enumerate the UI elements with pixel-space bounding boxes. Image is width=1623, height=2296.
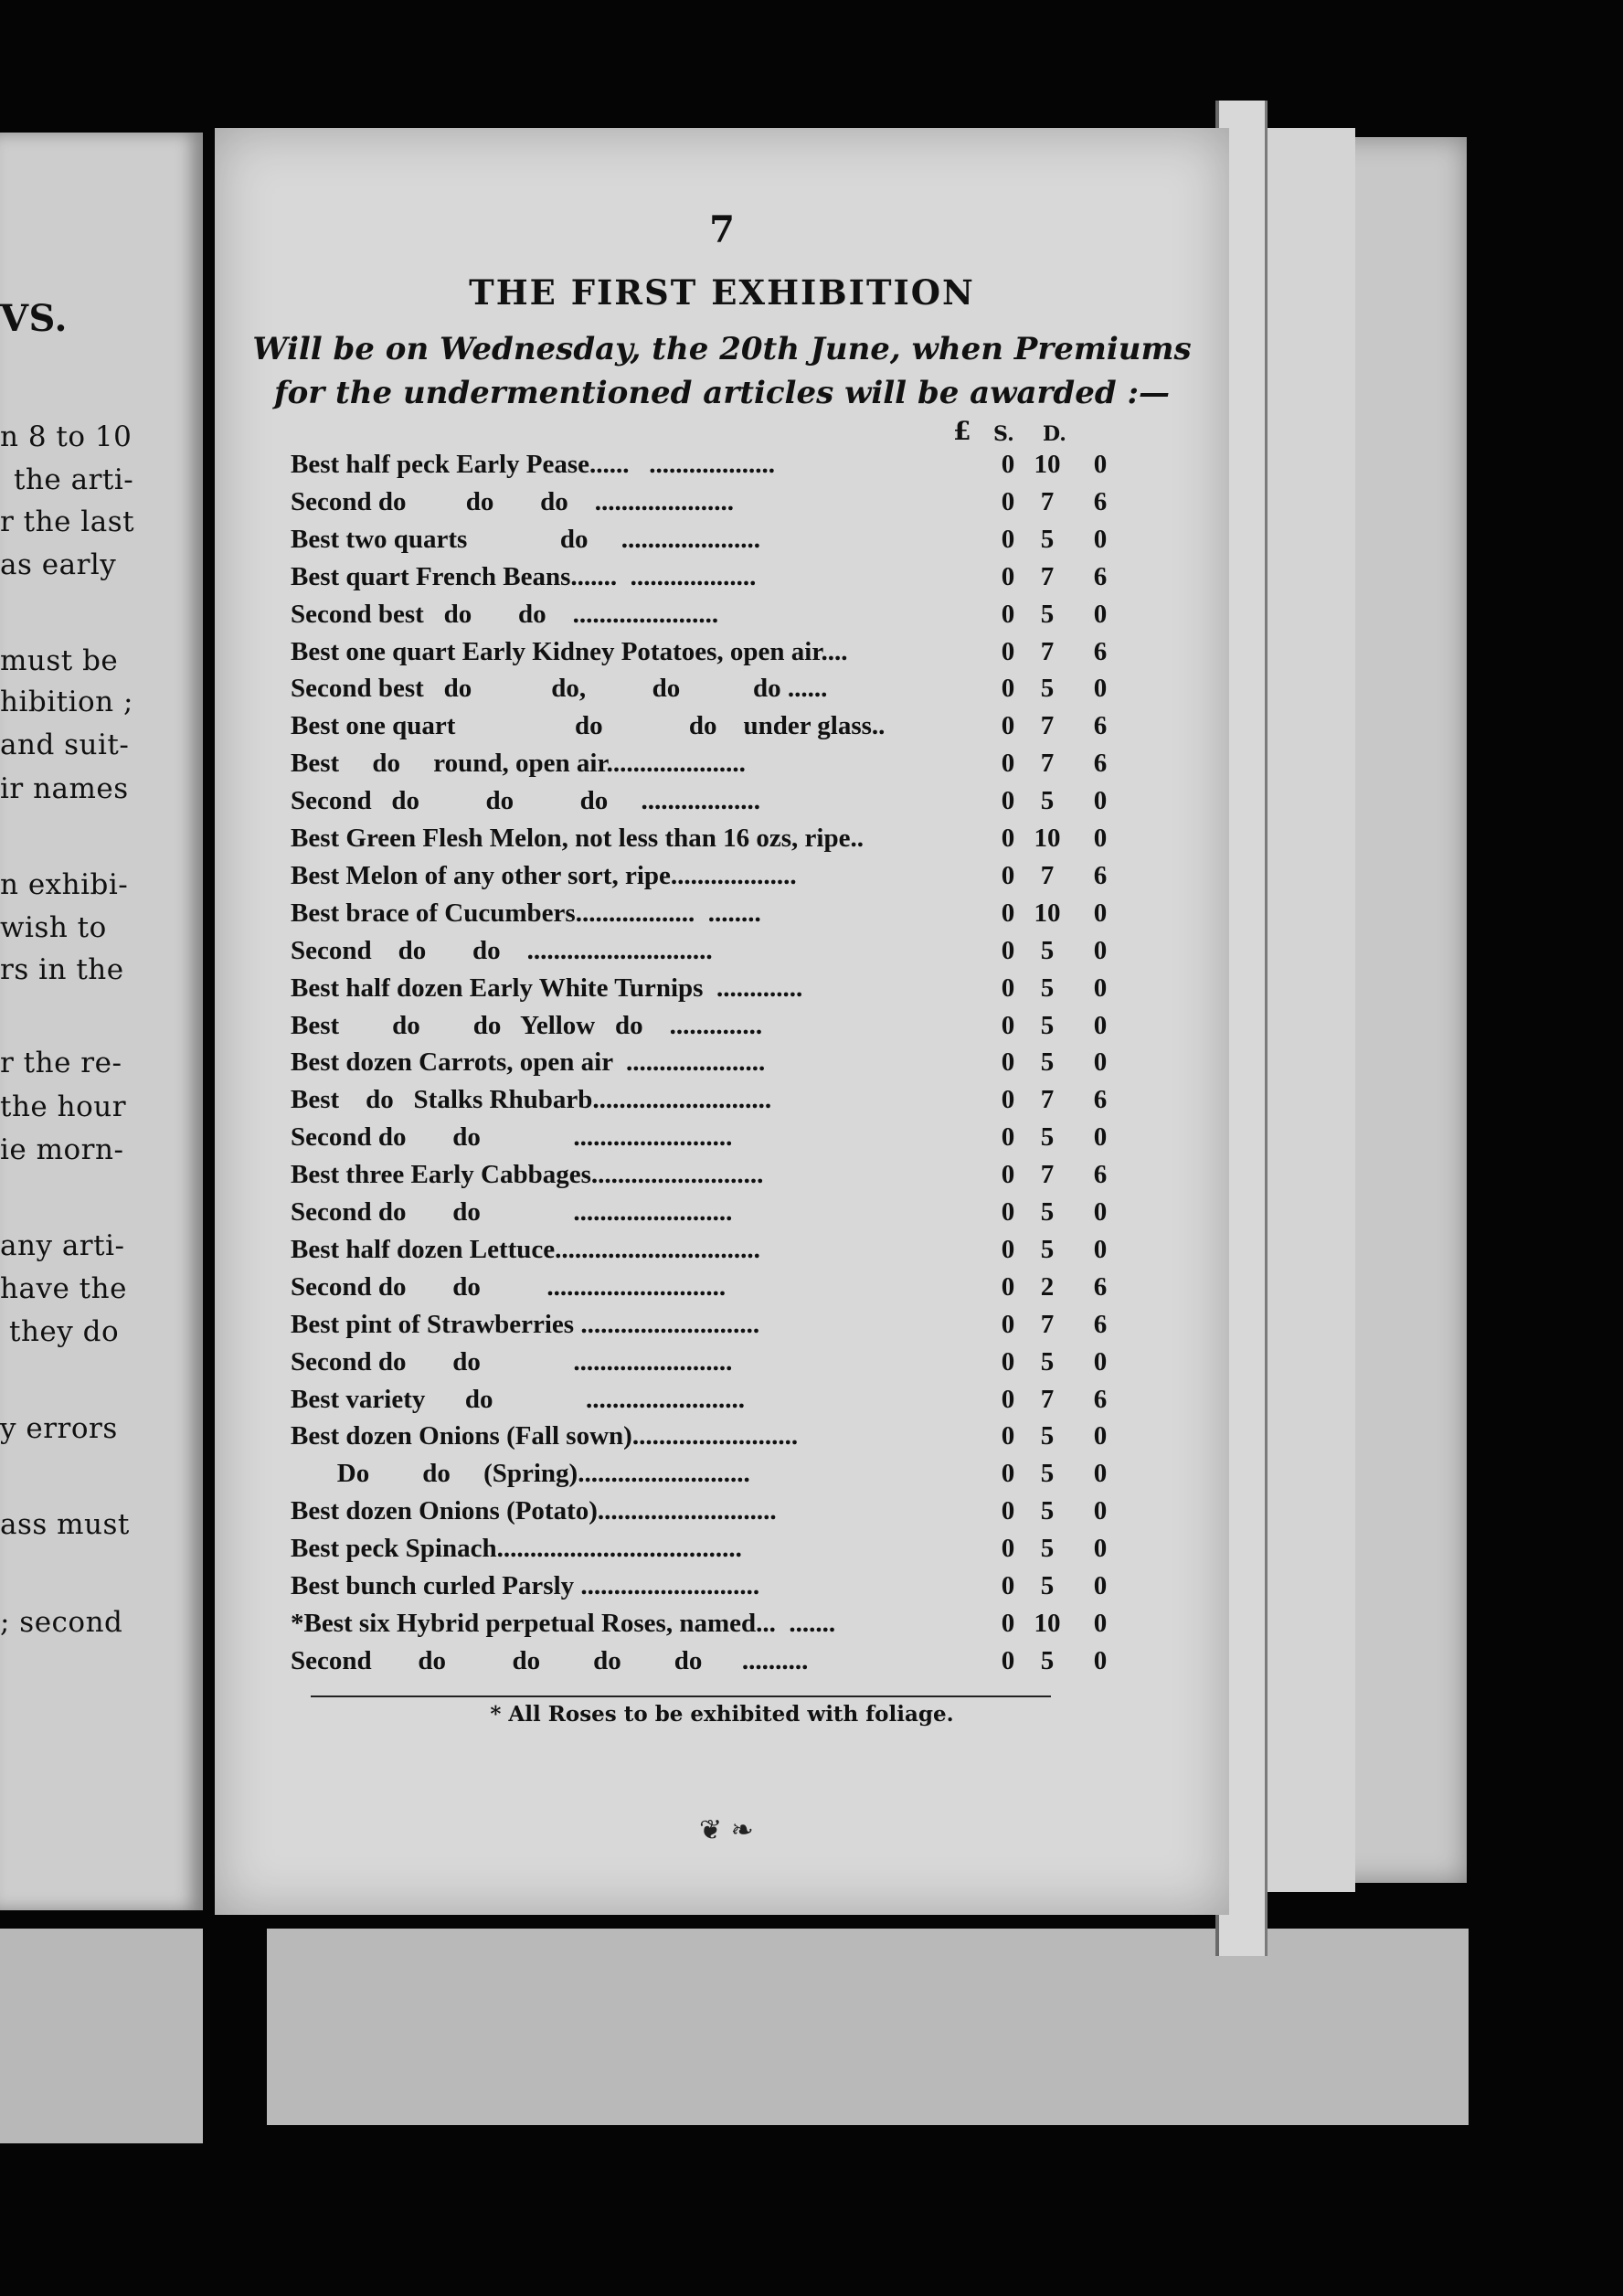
premium-row <box>291 1608 1108 1645</box>
pence-value: 0 <box>1093 1122 1108 1153</box>
premium-label: Best do Stalks Rhubarb........................... <box>291 1085 772 1115</box>
pence-value: 6 <box>1093 711 1108 741</box>
shillings-value: 5 <box>1040 1534 1055 1564</box>
pounds-value: 0 <box>1001 1534 1015 1564</box>
left-page-line: the hour <box>0 1090 127 1123</box>
pounds-value: 0 <box>1001 935 1015 965</box>
pence-value: 6 <box>1093 1160 1108 1190</box>
pence-value: 0 <box>1093 1571 1108 1600</box>
premium-row <box>291 486 1108 524</box>
left-page-line: wish to <box>0 911 107 944</box>
premium-row <box>291 1421 1108 1458</box>
shillings-value: 7 <box>1040 860 1055 890</box>
shillings-value: 5 <box>1040 973 1055 1003</box>
pounds-value: 0 <box>1001 1496 1015 1526</box>
pence-value: 0 <box>1093 898 1108 928</box>
premium-row <box>291 561 1108 599</box>
left-page-line: ass must <box>0 1508 130 1541</box>
premium-row <box>291 973 1108 1010</box>
page-title: THE FIRST EXHIBITION <box>469 272 975 313</box>
premium-label: Best quart French Beans....... ................... <box>291 561 757 591</box>
premium-label: Best Green Flesh Melon, not less than 16 ozs, ripe.. <box>291 824 864 853</box>
shillings-value: 5 <box>1040 1571 1055 1600</box>
shillings-value: 5 <box>1040 1047 1055 1078</box>
pence-value: 0 <box>1093 1234 1108 1264</box>
pence-value: 0 <box>1093 1346 1108 1377</box>
pence-value: 0 <box>1093 1421 1108 1451</box>
pounds-value: 0 <box>1001 674 1015 704</box>
premium-row <box>291 786 1108 823</box>
back-leaf <box>267 1929 1469 2125</box>
pence-value: 0 <box>1093 973 1108 1003</box>
pence-value: 0 <box>1093 1496 1108 1526</box>
pounds-value: 0 <box>1001 786 1015 816</box>
premium-row <box>291 824 1108 860</box>
premium-row <box>291 524 1108 561</box>
premium-label: Second do do ............................ <box>291 935 713 965</box>
shillings-value: 5 <box>1040 1645 1055 1675</box>
pence-value: 0 <box>1093 935 1108 965</box>
premium-label: Best brace of Cucumbers.................. ........ <box>291 898 761 928</box>
pounds-value: 0 <box>1001 636 1015 666</box>
pence-value: 6 <box>1093 636 1108 666</box>
shillings-value: 7 <box>1040 486 1055 516</box>
left-page-line: have the <box>0 1272 127 1305</box>
premium-label: Best half dozen Lettuce............................... <box>291 1234 760 1264</box>
shillings-value: 7 <box>1040 711 1055 741</box>
premium-row <box>291 674 1108 710</box>
pounds-value: 0 <box>1001 1645 1015 1675</box>
left-facing-page <box>0 133 203 1910</box>
pounds-value: 0 <box>1001 711 1015 741</box>
pence-value: 0 <box>1093 599 1108 629</box>
left-page-line: must be <box>0 644 119 677</box>
premium-row <box>291 636 1108 674</box>
premium-row <box>291 1571 1108 1608</box>
pounds-value: 0 <box>1001 599 1015 629</box>
premium-row <box>291 1047 1108 1084</box>
left-page-line: VS. <box>0 297 68 340</box>
pence-value: 6 <box>1093 749 1108 779</box>
pence-value: 0 <box>1093 524 1108 554</box>
shillings-value: 5 <box>1040 1346 1055 1377</box>
pounds-value: 0 <box>1001 898 1015 928</box>
pence-value: 0 <box>1093 1047 1108 1078</box>
pence-value: 0 <box>1093 1010 1108 1040</box>
pence-value: 0 <box>1093 786 1108 816</box>
left-page-line: n 8 to 10 <box>0 420 133 453</box>
pence-value: 6 <box>1093 1384 1108 1414</box>
left-page-line: and suit- <box>0 728 130 761</box>
pounds-value: 0 <box>1001 1309 1015 1339</box>
left-page-line: they do <box>9 1315 120 1348</box>
premium-label: *Best six Hybrid perpetual Roses, named... ....... <box>291 1608 836 1638</box>
pence-value: 6 <box>1093 1271 1108 1302</box>
premium-row <box>291 599 1108 636</box>
pounds-value: 0 <box>1001 1384 1015 1414</box>
pounds-value: 0 <box>1001 1197 1015 1227</box>
premium-row <box>291 1346 1108 1384</box>
pounds-value: 0 <box>1001 450 1015 479</box>
left-page-line: any arti- <box>0 1229 125 1262</box>
premium-row <box>291 1160 1108 1196</box>
premium-row <box>291 1271 1108 1309</box>
shillings-value: 5 <box>1040 1122 1055 1153</box>
premium-label: Do do (Spring).......................... <box>291 1459 750 1489</box>
left-page-line: ; second <box>0 1606 123 1639</box>
shillings-value: 7 <box>1040 636 1055 666</box>
premium-row <box>291 898 1108 935</box>
pence-value: 0 <box>1093 450 1108 479</box>
pence-value: 0 <box>1093 1608 1108 1638</box>
pounds-value: 0 <box>1001 860 1015 890</box>
premium-label: Best peck Spinach..................................... <box>291 1534 742 1564</box>
main-page <box>215 128 1229 1915</box>
shillings-value: 5 <box>1040 1010 1055 1040</box>
premium-label: Best three Early Cabbages.......................... <box>291 1160 764 1190</box>
left-page-line: n exhibi- <box>0 868 129 901</box>
premium-label: Best one quart Early Kidney Potatoes, open air.... <box>291 636 848 666</box>
shillings-value: 5 <box>1040 674 1055 704</box>
shillings-value: 10 <box>1034 1608 1061 1638</box>
premium-label: Best do round, open air..................... <box>291 749 746 779</box>
pounds-value: 0 <box>1001 824 1015 853</box>
shillings-value: 7 <box>1040 1160 1055 1190</box>
left-page-line: rs in the <box>0 953 124 986</box>
premium-label: Second do do ........................ <box>291 1197 733 1227</box>
pence-value: 6 <box>1093 1309 1108 1339</box>
pence-value: 6 <box>1093 486 1108 516</box>
shillings-value: 7 <box>1040 1309 1055 1339</box>
pence-value: 6 <box>1093 860 1108 890</box>
shillings-value: 10 <box>1034 450 1061 479</box>
premium-row <box>291 1496 1108 1533</box>
premium-row <box>291 450 1108 486</box>
premium-label: Second do do ........................ <box>291 1122 733 1153</box>
shillings-value: 7 <box>1040 749 1055 779</box>
left-page-lower-edge <box>0 1929 203 2143</box>
premium-label: Second best do do ...................... <box>291 599 719 629</box>
premium-row <box>291 1384 1108 1421</box>
premium-label: Second do do ........................ <box>291 1346 733 1377</box>
premium-label: Second do do do .................. <box>291 786 761 816</box>
pounds-value: 0 <box>1001 1160 1015 1190</box>
pence-value: 0 <box>1093 1197 1108 1227</box>
left-page-line: ie morn- <box>0 1133 124 1166</box>
pence-value: 0 <box>1093 1459 1108 1489</box>
pounds-value: 0 <box>1001 1085 1015 1115</box>
premium-label: Best variety do ........................ <box>291 1384 745 1414</box>
premium-label: Best bunch curled Parsly ........................... <box>291 1571 760 1600</box>
pence-header: D. <box>1043 422 1066 446</box>
premium-label: Second do do do ..................... <box>291 486 735 516</box>
ornament: ❦ ❧ <box>699 1814 754 1846</box>
footnote-rule <box>311 1695 1051 1697</box>
pounds-value: 0 <box>1001 1234 1015 1264</box>
pence-value: 0 <box>1093 674 1108 704</box>
premium-row <box>291 1534 1108 1570</box>
pounds-value: 0 <box>1001 486 1015 516</box>
pence-value: 6 <box>1093 1085 1108 1115</box>
shillings-value: 2 <box>1040 1271 1055 1302</box>
pounds-value: 0 <box>1001 1608 1015 1638</box>
premium-row <box>291 1645 1108 1683</box>
shillings-value: 5 <box>1040 1496 1055 1526</box>
pounds-value: 0 <box>1001 1571 1015 1600</box>
left-page-line: hibition ; <box>0 686 133 718</box>
premium-label: Best pint of Strawberries ........................... <box>291 1309 760 1339</box>
premium-label: Best half dozen Early White Turnips ............. <box>291 973 803 1003</box>
pounds-value: 0 <box>1001 1010 1015 1040</box>
premium-label: Best Melon of any other sort, ripe................... <box>291 860 797 890</box>
premium-label: Second do do do do .......... <box>291 1645 809 1675</box>
shillings-value: 5 <box>1040 935 1055 965</box>
shillings-value: 5 <box>1040 524 1055 554</box>
premium-label: Best dozen Carrots, open air ..................... <box>291 1047 766 1078</box>
left-page-line: r the last <box>0 505 135 538</box>
shillings-value: 5 <box>1040 1421 1055 1451</box>
page-number: 7 <box>709 208 735 251</box>
premium-label: Second do do ........................... <box>291 1271 727 1302</box>
premium-label: Best do do Yellow do .............. <box>291 1010 763 1040</box>
pounds-value: 0 <box>1001 1459 1015 1489</box>
pence-value: 0 <box>1093 1645 1108 1675</box>
premium-row <box>291 749 1108 785</box>
left-page-line: r the re- <box>0 1047 122 1079</box>
premium-label: Best two quarts do ..................... <box>291 524 760 554</box>
premium-row <box>291 1085 1108 1121</box>
shillings-value: 10 <box>1034 824 1061 853</box>
left-page-line: the arti- <box>14 463 134 496</box>
premium-row <box>291 1459 1108 1495</box>
premium-label: Best half peck Early Pease...... ................... <box>291 450 776 479</box>
pence-value: 6 <box>1093 561 1108 591</box>
pounds-value: 0 <box>1001 561 1015 591</box>
shillings-value: 5 <box>1040 786 1055 816</box>
left-page-line: y errors <box>0 1412 118 1445</box>
premium-label: Best dozen Onions (Fall sown)......................... <box>291 1421 799 1451</box>
subtitle-line-1: Will be on Wednesday, the 20th June, when Premiums <box>252 331 1192 367</box>
premium-row <box>291 1309 1108 1346</box>
premium-label: Best one quart do do under glass.. <box>291 711 886 741</box>
left-page-line: ir names <box>0 772 129 805</box>
pence-value: 0 <box>1093 824 1108 853</box>
shillings-header: S. <box>993 422 1014 446</box>
premium-row <box>291 1122 1108 1159</box>
shillings-value: 5 <box>1040 599 1055 629</box>
premium-label: Best dozen Onions (Potato)........................... <box>291 1496 777 1526</box>
pounds-value: 0 <box>1001 524 1015 554</box>
pence-value: 0 <box>1093 1534 1108 1564</box>
premium-row <box>291 860 1108 898</box>
pounds-value: 0 <box>1001 749 1015 779</box>
pounds-value: 0 <box>1001 1346 1015 1377</box>
pounds-value: 0 <box>1001 973 1015 1003</box>
shillings-value: 10 <box>1034 898 1061 928</box>
subtitle-line-2: for the undermentioned articles will be awarded :— <box>274 375 1170 411</box>
shillings-value: 5 <box>1040 1197 1055 1227</box>
shillings-value: 5 <box>1040 1234 1055 1264</box>
pounds-value: 0 <box>1001 1271 1015 1302</box>
pounds-value: 0 <box>1001 1047 1015 1078</box>
premium-row <box>291 935 1108 973</box>
left-page-line: as early <box>0 548 117 581</box>
shillings-value: 7 <box>1040 1384 1055 1414</box>
premium-row <box>291 1234 1108 1271</box>
pounds-header: £ <box>953 416 971 446</box>
pounds-value: 0 <box>1001 1122 1015 1153</box>
pounds-value: 0 <box>1001 1421 1015 1451</box>
shillings-value: 7 <box>1040 561 1055 591</box>
premium-row <box>291 711 1108 748</box>
premium-row <box>291 1197 1108 1234</box>
shillings-value: 7 <box>1040 1085 1055 1115</box>
premium-label: Second best do do, do do ...... <box>291 674 828 704</box>
premium-row <box>291 1010 1108 1047</box>
shillings-value: 5 <box>1040 1459 1055 1489</box>
footnote: * All Roses to be exhibited with foliage. <box>490 1702 954 1727</box>
